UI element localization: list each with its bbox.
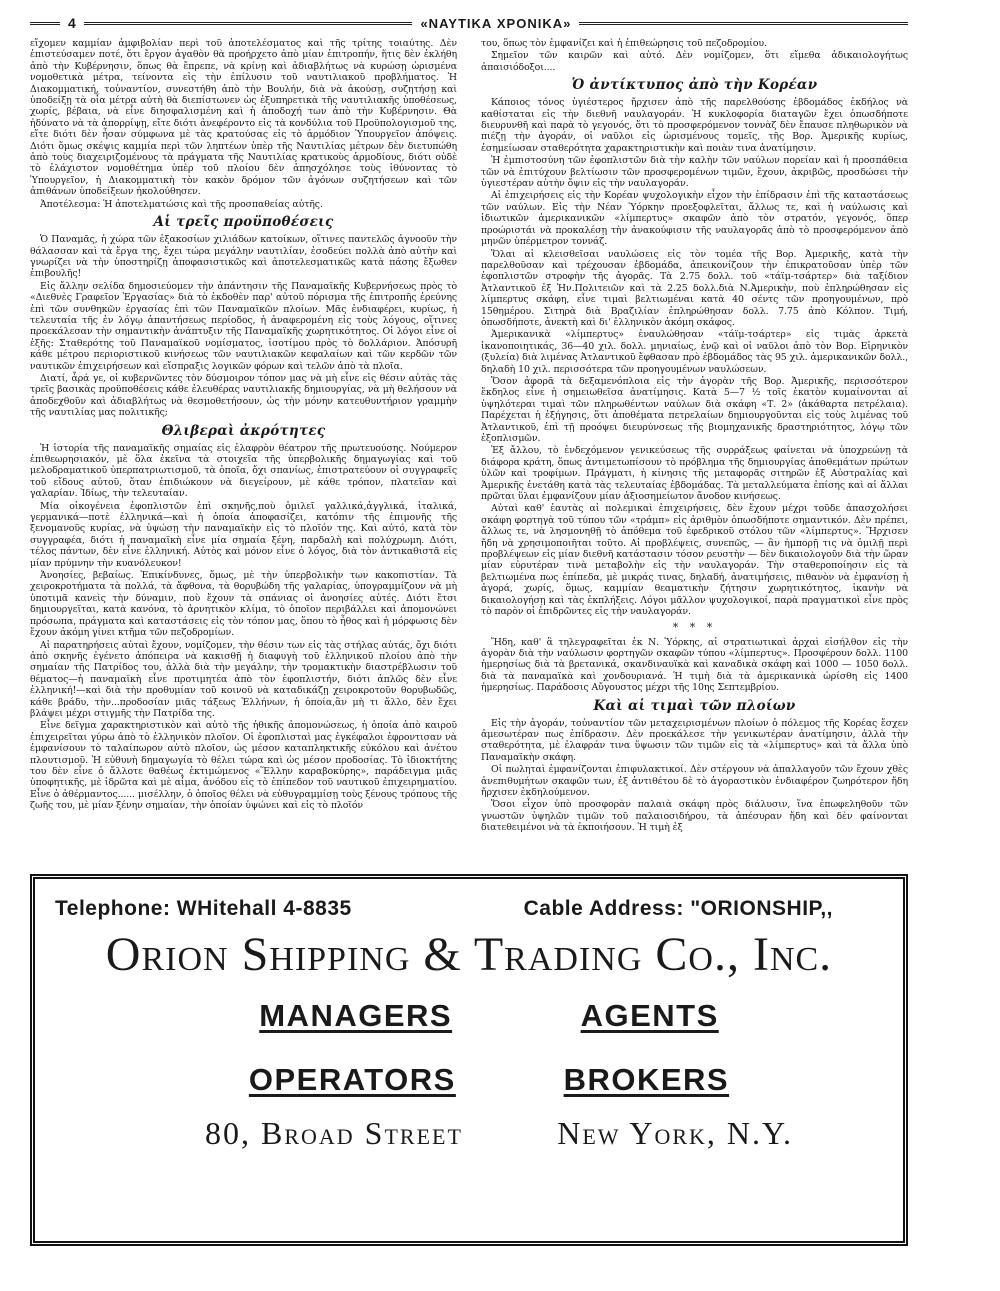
ad-role-managers: MANAGERS (259, 998, 453, 1033)
paragraph: Ἐξ ἄλλου, τὸ ἐνδεχόμενον γενικεύσεως τῆς συρράξεως φαίνεται νὰ ὑποχρεώνῃ τὰ διάφορα κράτη, ὅπως ἀντιμετωπίσουν τὸ πρόβλημα τῆς δημιουργίας ἀποθεμάτων πρώτων ὑλῶν καὶ τροφίμων. Πράγματι, ἡ κίνησις τῆς μεταφορᾶς σιτηρῶν ἐξ Αὐστραλίας καὶ Ἀμερικῆς ἐνετάθη κατὰ τὰς τελευταίας ἑβδομάδας. Τὰ μεταλλεύματα ἐπίσης καὶ αἱ ἄλλαι πρῶται ὕλαι ἐμφανίζουν μίαν ἀξιοσημείωτον ἄνοδον κινήσεως. (481, 445, 908, 503)
paragraph: Οἱ πωληταὶ ἐμφανίζονται ἐπιφυλακτικοί. Δὲν στέργουν νὰ ἀπαλλαγοῦν τῶν ἔχουν χθὲς ἀνεπιθυμήτων σκαφῶν των, ἐξ ἀντιθέτου δὲ τὸ ἀγοραστικὸν ἐνδιαφέρον ζωηρότερον ἤδη ἤρχισεν ἐκδηλούμενον. (481, 764, 908, 798)
journal-title: «ΝΑΥΤΙΚΑ ΧΡΟΝΙΚΑ» (420, 15, 572, 31)
paragraph: Εἶνε δεῖγμα χαρακτηριστικὸν καὶ αὐτὸ τῆς ἠθικῆς ἀπομονώσεως, ἡ ὁποία ἀπὸ καιροῦ ἐπιχειρεῖται γύρω ἀπὸ τὸ ἑλληνικὸν πλοῖον. Οἱ ἐφοπλισταὶ μας ἐγκέφαλοι ἐφροντισαν νὰ ἐμφανίσουν τὸ ταλαίπωρον αὐτὸ πλοῖον, ὡς μέσον καταπληκτικῆς εὐκόλου καὶ ἀνέτου πλουτισμοῦ. Ἡ εὐθυνὴ δημαγωγία τὸ θέλει τώρα καὶ ὡς μέσον προδοσίας. Τὸ ἰδιοκτήτης του δὲν εἶνε ὁ ἄλλοτε θαθέως ἐκτιμώμενος «Ἕλλην καραβοκύρης», παράδειγμα μιᾶς ὑποφητικῆς, μὲ ἱδρῶτα καὶ μὲ αἷμα, ἀνόδου εἰς τὸ ἐπίπεδον τοῦ ναυτικοῦ ἐπιχειρηματίου. Εἶνε ὁ ἀθέρμαντος...... μισέλλην, ὁ ὁποῖος θέλει νὰ εὐθυγραμμίσῃ τοὺς ξένους τρόπους τῆς ζωῆς του, μὲ μίαν ξένην σημαίαν, τὴν ὁποίαν ὑψώνει καὶ εἰς τὸ πλοῖόν (30, 720, 457, 812)
paragraph: Κάποιος τόνος ὑγιέστερος ἤρχισεν ἀπὸ τῆς παρελθούσης ἑβδομάδος ἐκδήλος νὰ καθίσταται εἰς τὴν διεθνῆ ναυλαγοράν. Ἡ κυκλοφορία διαταγῶν ἔχει ὁπωσδήποτε διευρυνθῆ καὶ παρὰ τὸ γεγονός, ὅτι τὸ προσφερόμενον τοννὰζ δὲν ἔπαυσε πληθωρικὸν νὰ πιέζῃ τὴν ἀγοράν, οἱ ναῦλοι εἰς ὡρισμένους τομεῖς, τῆς Βορ. Ἀμερικῆς κυρίως, ἐσημείωσαν σταθερότητα χαρακτηριστικὴν καὶ ποιὰν τινα ἀνατίμησιν. (481, 97, 908, 154)
ship-prices-body (481, 718, 908, 834)
header-rule-left (30, 22, 60, 25)
paragraph: Ἀμερικανικὰ «λίμπερτυς» ἐναυλώθησαν «τάϊμ-τσάρτερ» εἰς τιμὰς ἀρκετὰ ἱκανοποιητικάς, 36—40 χιλ. δολλ. μηνιαίως, ἐνῷ καὶ οἱ ναῦλοι ἀπὸ τὸν Βορ. Εἰρηνικὸν (ξυλεία) διὰ λιμένας Ἀτλαντικοῦ ἔφθασαν πρὸ ἑβδομάδος τὰς 95 χιλ. ἀμερικανικῶν δολλ., δηλαδὴ 10 χιλ. περισσότερα τῶν προηγουμένων ναυλώσεων. (481, 329, 908, 375)
section-heading-sad-extremes: Θλιβεραὶ ἀκρότητες (161, 422, 326, 439)
ad-street-address: 80, Broad Street (205, 1115, 463, 1151)
paragraph: Ἤδη, καθ' ἃ τηλεγραφεῖται ἐκ Ν. Ὑόρκης, αἱ στρατιωτικαὶ ἀρχαὶ εἰσήλθον εἰς τὴν ἀγορὰν διὰ τὴν ναύλωσιν φορτηγῶν σκαφῶν τύπου «λίμπερτυς». Προσφέρουν δολλ. 1100 ἡμερησίως διὰ τὰ βρετανικά, σκανδιναυϊκὰ καὶ καναδικὰ σκάφη καὶ 1000 — 1050 δολλ. διὰ τὰ παναμαϊκὰ καὶ χονδουριανά. Ἡ τιμὴ διὰ τὰ ἀμερικανικὰ ὡρίσθη εἰς 1400 ἡμερησίως. Παράδοσις Αὔγουστος μέχρι τῆς 10ης Σεπτεμβρίου. (481, 636, 908, 694)
header-rule-middle (84, 22, 413, 25)
header-rule-right (579, 22, 908, 25)
section-heading-korea-impact: Ὁ ἀντίκτυπος ἀπὸ τὴν Κορέαν (571, 77, 818, 94)
paragraph: Αἱ παρατηρήσεις αὐταὶ ἔχουν, νομίζομεν, τὴν θέσιν των εἰς τὰς στήλας αὐτάς, ὄχι διότι ἀπὸ σκηνῆς ἐγένετο ἀπόπειρα νὰ κακισθῇ ἡ διαφυγὴ τοῦ ἑλληνικοῦ πλοίου ἀπὸ τὴν σημαίαν τῆς Πατρίδος του, ἀλλὰ διὰ τὴν μεγάλην, τὴν τρομακτικὴν διαστρέβλωσιν τοῦ θέματος—ἡ παναμαϊκὴ εἶνε προτιμητέα ἀπὸ τὸν ἐφοπλιστήν, διότι ἁπλῶς δὲν εἶνε ἑλληνική!—καὶ διὰ τὴν προθυμίαν τοῦ κοινοῦ νὰ καταδικάζῃ χειροκροτοῦν θορυβωδῶς, κάθε βράδυ, τὴν...προδοσίαν μιᾶς τάξεως Ἑλλήνων, ἡ ὁποία,ἂν μὴ τι ἄλλο, δὲν ἔχει βλάψει μέχρι στιγμῆς τὴν Πατρίδα της. (30, 639, 457, 719)
ad-contact-line (45, 897, 893, 921)
right-column (481, 38, 908, 864)
sad-extremes-body (30, 443, 457, 812)
military-charter-body (481, 637, 908, 694)
paragraph: Μία οἰκογένεια ἐφοπλιστῶν ἐπὶ σκηνῆς,ποὺ ὁμιλεῖ γαλλικά,ἀγγλικά, ἰταλικά, γερμανικά—ποτὲ ἑλληνικά—καὶ ἡ ὁποία ἀποφασίζει, κατόπιν τῆς ἐπιμονῆς τῆς ξενομανοῦς κυρίας, νὰ ὑψώσῃ τὴν παναμαϊκὴν εἰς τὸ πλοῖόν της. Καὶ αὐτό, κατὰ τὸν συγγραφέα, διότι ἡ παναμαϊκὴ εἶνε μία σημαία ξένη, παρδαλὴ καὶ πολύχρωμη. Διότι, τέλος πάντων, δὲν εἶνε ἑλληνική. Αὐτὸς καὶ μόνον εἶνε ὁ λόγος, διὰ τὸν ἀντικαθιστᾶ εἰς μίαν πρύμνην τὴν κυανόλευκον! (30, 500, 457, 569)
right-intro (481, 38, 908, 73)
section-separator: * * * (672, 620, 717, 634)
ad-cable-address: Cable Address: "ORIONSHIP,, (523, 897, 833, 920)
paragraph: Σημεῖον τῶν καιρῶν καὶ αὐτό. Δὲν νομίζομεν, ὅτι εἴμεθα ἀδικαιολογήτως ἀπαισιόδοξοι.... (481, 50, 908, 73)
paragraph: Ὅσοι εἶχον ὑπὸ προσφορὰν παλαιὰ σκάφη πρὸς διάλυσιν, ἵνα ἐπωφεληθοῦν τῶν γνωστῶν ὑψηλῶν τιμῶν τοῦ παλαιοσιδήρου, τὰ ἀπέσυραν ἤδη καὶ δὲν φαίνονται διατεθειμένοι νὰ τὰ ἐκποιήσουν. Ἡ τιμὴ ἐξ (481, 799, 908, 834)
paragraph: Ἀνοησίες, βεβαίως. Ἐπικίνδυνες, ὅμως, μὲ τὴν ὑπερβολικὴν των κακοπιστίαν. Τὰ χειροκροτήματα τὰ πολλά, τὰ ἄφθονα, τὰ θορυβώδη τῆς γαλαρίας, ὑπογραμμίζουν νὰ μὴ ὑποτιμᾶ κανεὶς τὴν δύναμιν, ποὺ ἔχουν τὰ σπάνιας οἱ ἀνοησίες αὐτές. Διότι ἔτσι δημιουργεῖται, κατὰ κανόνα, τὸ ἀρνητικὸν κλίμα, τὸ ὁποῖον περιβάλλει καὶ ἀπομονώνει πρόσωπα, πράγματα καὶ καταστάσεις εἰς τὸν τόπον μας, ὅπου τὸ ἦθος καὶ ἡ μόρφωσις δὲν ἔχουν ἀκόμη γίνει κτῆμα τῶν πεζοδρομίων. (30, 570, 457, 639)
ad-role-agents: AGENTS (580, 998, 719, 1033)
ad-address-line (45, 1111, 893, 1152)
paragraph: Αὐταὶ καθ' ἑαυτὰς αἱ πολεμικαὶ ἐπιχειρήσεις, δὲν ἔχουν μέχρι τοῦδε ἀπασχολήσει σκάφη φορτηγὰ τοῦ τύπου τῶν «τράμπ» εἰς ἀριθμὸν ὁπωσδήποτε σημαντικόν. Δὲν πρέπει, ἄλλως τε, νὰ λησμονηθῇ τὸ ἀπόθεμα τοῦ ἐφεδρικοῦ στόλου τῶν «λίμπερτυς». Ἤρχισεν ἤδη νὰ χρησιμοποιῆται τοῦτο. Αἱ προβλέψεις, συνεπῶς, — ἂν ἠμπορῇ τις νὰ ὁμιλῇ περὶ προβλέψεων εἰς μίαν διεθνῆ κατάστασιν τόσον ρευστὴν — δὲν δικαιολογοῦν διὰ τὴν ὥραν μίαν εὐρυτέραν τινὰ μεταβολὴν εἰς τὴν ναυλαγοράν. Τὴν σταθεροποίησιν εἰς τὰ βελτιωμένα πως ἐπίπεδα, μὲ μικράς τινας, δηλαδή, ἀνατιμήσεις, πιθανὸν νὰ ἐμφανίσῃ ἡ ἀγορά, χωρίς, ὅμως, καμμίαν θεαματικὴν ζήτησιν χωρητικότητος, ἱκανὴν νὰ δικαιολογήσῃ καὶ τὰς ἐκπλήξεις. Λόγοι μᾶλλον ψυχολογικοί, παρὰ πραγματικοὶ εἶνε πρὸς τὸ παρὸν οἱ ἐπιδρῶντες εἰς τὴν ναυλαγοράν. (481, 503, 908, 618)
paragraph: Εἰς ἄλλην σελίδα δημοσιεύομεν τὴν ἀπάντησιν τῆς Παναμαϊκῆς Κυβερνήσεως πρὸς τὸ «Διεθνὲς Γραφεῖον Ἐργασίας» διὰ τὸ ἐκδοθὲν παρ' αὐτοῦ πόρισμα τῆς ἐπιτροπῆς ἐρεύνης ἐπὶ τῶν συνθηκῶν ἐργασίας ἐπὶ τῶν Παναμαϊκῶν πλοίων. Μᾶς ἐνδιαφέρει, κυρίως, ἡ τελευταία τῆς ἐν λόγῳ ἀπαντήσεως περίοδος, ἡ ἀναφερομένη εἰς τοὺς λόγους, οἵτινες προεκάλεσαν τὴν σημαντικὴν ἀνάπτυξιν τῆς Παναμαϊκῆς χωρητικότητος. Οἱ λόγοι εἶνε οἱ ἑξῆς: Σταθερότης τοῦ Παναμαϊκοῦ νομίσματος, ἰσοτίμου πρὸς τὸ δολλάριον. Ἀπόσυρῆ κάθε μέτρου περιοριστικοῦ κινήσεως τῶν ναυτιλιακῶν κεφαλαίων καὶ τῶν κερδῶν τῶν ναυτικῶν ἐπιχειρήσεων καὶ εἴσπραξις λογικῶν φόρων καὶ τελῶν ἀπὸ τὰ πλοῖα. (30, 280, 457, 372)
paragraph: Ἡ ἱστορία τῆς παναμαϊκῆς σημαίας εἰς ἐλαφρὸν θέατρον τῆς πρωτευούσης. Νούμερον ἐπιθεωρησιακόν, μὲ ὅλα ἐκεῖνα τὰ στοιχεῖα τῆς ὑπερβολικῆς δημαγωγίας καὶ τοῦ μελοδραματικοῦ ὑπερπατριωτισμοῦ, τὰ ὁποῖα, ὄχι σπανίως, ἐπιστρατεύουν οἱ συγγραφεῖς τοῦ εἴδους αὐτοῦ, ὅταν ἐπιδιώκουν νὰ διεγείρουν, μὲ κάθε τρόπον, πλατεῖαν καὶ γαλαρίαν. Ἰδίως, τὴν τελευταίαν. (30, 442, 457, 500)
left-column (30, 38, 457, 864)
paragraph: Διατί, ἆρά γε, οἱ κυβερνῶντες τὸν δύσμοιρον τόπον μας νὰ μὴ εἶνε εἰς θέσιν αὐτὰς τὰς τρεῖς βασικὰς προϋποθέσεις κάθε ἐλευθέρας ναυτιλιακῆς δημιουργίας, νὰ μὴ θελήσουν νὰ ἀποδεχθοῦν καὶ ἀδιαβλήτως νὰ θεσμοθετήσουν, ὡς τὴν μόνην κατευθυντήριον γραμμὴν τῆς ναυτιλίας μας πολιτικῆς; (30, 372, 457, 419)
paragraph: εἴχομεν καμμίαν ἀμφιβολίαν περὶ τοῦ ἀποτελέσματος καὶ τῆς τρίτης τοιαύτης. Δὲν ἐπιστεύσαμεν ποτέ, ὅτι ἔργον ἀγαθὸν θὰ προήρχετο ἀπὸ μίαν ἐπιτροπήν, ἥτις δὲν ἐκλήθη ἀπὸ τὴν Κυβέρνησιν, ὅπως θὰ ἔπρεπε, νὰ κρίνῃ καὶ ἀδιαβλήτως νὰ κυρώσῃ ὡρισμένα νομοθετικὰ μέτρα, τείνοντα εἰς τὴν ἐπίλυσιν τοῦ ναυτιλιακοῦ προβλήματος. Ἡ Διακομματική, τοὐναντίον, συνεστήθη ἀπὸ τὴν Βουλήν, διὰ νὰ ἀκούσῃ, συζητήσῃ καὶ ὑποδείξῃ τὰ οἷα μέτρα αὐτὴ θὰ διεπίστωνεν ὡς ἐξυπηρετικὰ τῆς ναυτιλιακῆς ὑποθέσεως, χωρίς, βέβαια, νὰ εἶνε διησφαλισμένη καὶ ἡ ἀποδοχή των ἀπὸ τὴν Κυβέρνησιν. Θὰ ἠδύνατο νὰ τὰ ἀπορρίψῃ, εἴτε διότι ἀνεφέροντο εἰς τὰ κονδύλια τοῦ Προϋπολογισμοῦ της, εἴτε διότι δὲν ἦσαν σύμφωνα μὲ τὰς κρατούσας εἰς τὸ ἁρμόδιον Ὑπουργεῖον ἀπόψεις. Διότι ὅμως σκέψις καμμία περὶ τῶν ληπτέων ὑπὲρ τῆς Ναυτιλίας μέτρων δὲν διετυπώθη ἀπὸ τοὺς διαχειριζομένους τὰ πράγματα τῆς Ναυτιλίας κρατικοὺς ἁρμοδίους, διότι οὐδὲ τὸ ἐλάχιστον νομοθέτημα ὑπὲρ τοῦ πλοίου δὲν ἀπησχόλησε τοὺς ἰθύνοντας τὸ Ὑπουργεῖον, ἡ Διακομματικὴ τὸν κακὸν δρόμον τῶν ἀγόνων συζητήσεων καὶ τῶν ἀπιθάνων ὑποδείξεων ἠκολούθησεν. (30, 38, 457, 198)
ad-role-brokers: BROKERS (563, 1062, 730, 1097)
ad-role-operators: OPERATORS (248, 1062, 456, 1097)
paragraph: Ὅσον ἀφορᾶ τὰ δεξαμενόπλοια εἰς τὴν ἀγορὰν τῆς Βορ. Ἀμερικῆς, περισσότερον ἔκδηλος εἶνε ἡ σημειωθεῖσα ἀνατίμησις. Κατὰ 5—7 ½ τοῖς ἑκατὸν κυμαίνονται αἱ ὑψηλότεραι τιμαὶ τῶν πληρωθέντων ναύλων διὰ σκάφη «Τ. 2» (ἀκάθαρτα πετρέλαια). Παρέχεται ἡ ἐξήγησις, ὅτι ἀποθέματα πετρελαίων δημιουργοῦνται εἰς τοὺς λιμένας τοῦ Ἀτλαντικοῦ, ἐπὶ τῇ προόψει διευρύνσεως τῆς βιομηχανικῆς δραστηριότητος, λόγῳ τῶν ἐξοπλισμῶν. (481, 375, 908, 444)
section-heading-ship-prices: Καὶ αἱ τιμαὶ τῶν πλοίων (593, 697, 796, 714)
ad-roles-row-1 (45, 987, 893, 1047)
left-intro (30, 38, 457, 210)
paragraph: Αἱ ἐπιχειρήσεις εἰς τὴν Κορέαν ψυχολογικὴν εἶχον τὴν ἐπίδρασιν ἐπὶ τῆς καταστάσεως τῶν ναύλων. Εἰς τὴν Νέαν Ὑόρκην προεξοφλεῖται, ἄλλως τε, καὶ ἡ ναύλωσις καὶ ἰδιωτικῶν ἀμερικανικῶν «λίμπερτυς» σκαφῶν ἀπὸ τὸν στρατόν, γεγονός, ὅπερ προώριστάι νὰ προκαλέσῃ τὴν ἀνακούφισιν τῆς ναυλαγορᾶς ἀπὸ τὸ προσφερόμενον ἀπὸ μηνῶν ὑπέρμετρον τοννάζ. (481, 190, 908, 248)
korea-impact-body (481, 97, 908, 617)
paragraph: Ὅλαι αἱ κλεισθεῖσαι ναυλώσεις εἰς τὸν τομέα τῆς Βορ. Ἀμερικῆς, κατὰ τὴν παρελθοῦσαν καὶ τρέχουσαν ἑβδομάδα, ἀπεικονίζουν τὴν ἐπικρατοῦσαν ὑπὲρ τῶν ἐφοπλιστῶν στροφὴν τῆς ἀγορᾶς. Τὰ 2.75 δολλ. τοῦ «τάϊμ-τσάρτερ» διὰ ταξίδιον Ἀτλαντικοῦ ἐξ Ἡν.Πολιτειῶν καὶ τὰ 2.25 δολλ.διὰ Ν.Ἀμερικὴν, ποὺ ἐπληρώθησαν εἰς λίμπερτυς σκάφη, εἶνε τιμαὶ βελτιωμέναι κατὰ 40 σέντς τῶν προηγουμένων, πρὸ 15θημέρου. Σιτηρὰ διὰ Βραζιλίαν ἐπληρώθησαν δολλ. 7.75 ἀπὸ Κόλπον. Τιμή, ὁπωσδήποτε, ἀνεκτὴ καὶ δι' ἑλληνικὸν ἀκόμη σκάφος. (481, 248, 908, 328)
orion-shipping-advertisement (30, 874, 908, 1246)
paragraph: Εἰς τὴν ἀγοράν, τοὐναντίον τῶν μεταχειρισμένων πλοίων ὁ πόλεμος τῆς Κορέας ἔσχεν ἀμεσωτέραν πως ἐπίδρασιν. Δὲν προεκάλεσε τὴν γενικωτέραν ἀνατίμησιν, ἀλλὰ τὴν σταθερότητα, μὲ ἐλαφράν τινα ὕψωσιν τῶν τιμῶν εἰς τὰ «λίμπερτυς» καὶ τὰ ἄλλα ὑπὸ Παναμαϊκὴν σκάφη. (481, 717, 908, 763)
ad-city: New York, N.Y. (557, 1115, 793, 1151)
page-number: 4 (68, 15, 76, 31)
paragraph: του, ὅπως τὸν ἐμφανίζει καὶ ἡ ἐπιθεώρησις τοῦ πεζοδρομίου. (481, 38, 767, 49)
paragraph: Ἀποτέλεσμα: Ἡ ἀποτελματώσις καὶ τῆς προσπαθείας αὐτῆς. (40, 198, 323, 210)
section-heading-three-conditions: Αἱ τρεῖς προϋποθέσεις (153, 214, 334, 231)
running-header (30, 14, 908, 32)
ad-telephone: Telephone: WHitehall 4-8835 (55, 897, 352, 920)
ad-roles-row-2 (45, 1051, 893, 1111)
ad-company-name: Orion Shipping & Trading Co., Inc. (105, 928, 833, 981)
article-columns (30, 38, 908, 864)
paragraph: Ἡ ἐμπιστοσύνη τῶν ἐφοπλιστῶν διὰ τὴν καλὴν τῶν ναύλων πορείαν καὶ ἡ προσπάθεια τῶν νὰ ἐπιτύχουν βελτίωσιν τῶν προσφερομένων τιμῶν, ἔχουν, ἀκριβῶς, προσδώσει τὴν ὑγιεστέραν αὐτὴν ὄψιν εἰς τὴν ναυλαγοράν. (481, 155, 908, 190)
paragraph: Ὁ Παναμᾶς, ἡ χώρα τῶν ἐξακοσίων χιλιάδων κατοίκων, οἵτινες παντελῶς ἀγνοοῦν τὴν θάλασσαν καὶ τὰ ἔργα της, ἔχει τώρα μεγάλην ναυτιλίαν, ἐσοδεύει πολλὰ ἀπὸ αὐτὴν καὶ γνωρίζει νὰ τὴν ὑποστηρίζῃ ἀποφασιστικῶς καὶ ἀποτελεσματικῶς κατὰ πάσης ἔξωθεν ἐπιβουλῆς! (30, 234, 457, 280)
three-conditions-body (30, 234, 457, 419)
